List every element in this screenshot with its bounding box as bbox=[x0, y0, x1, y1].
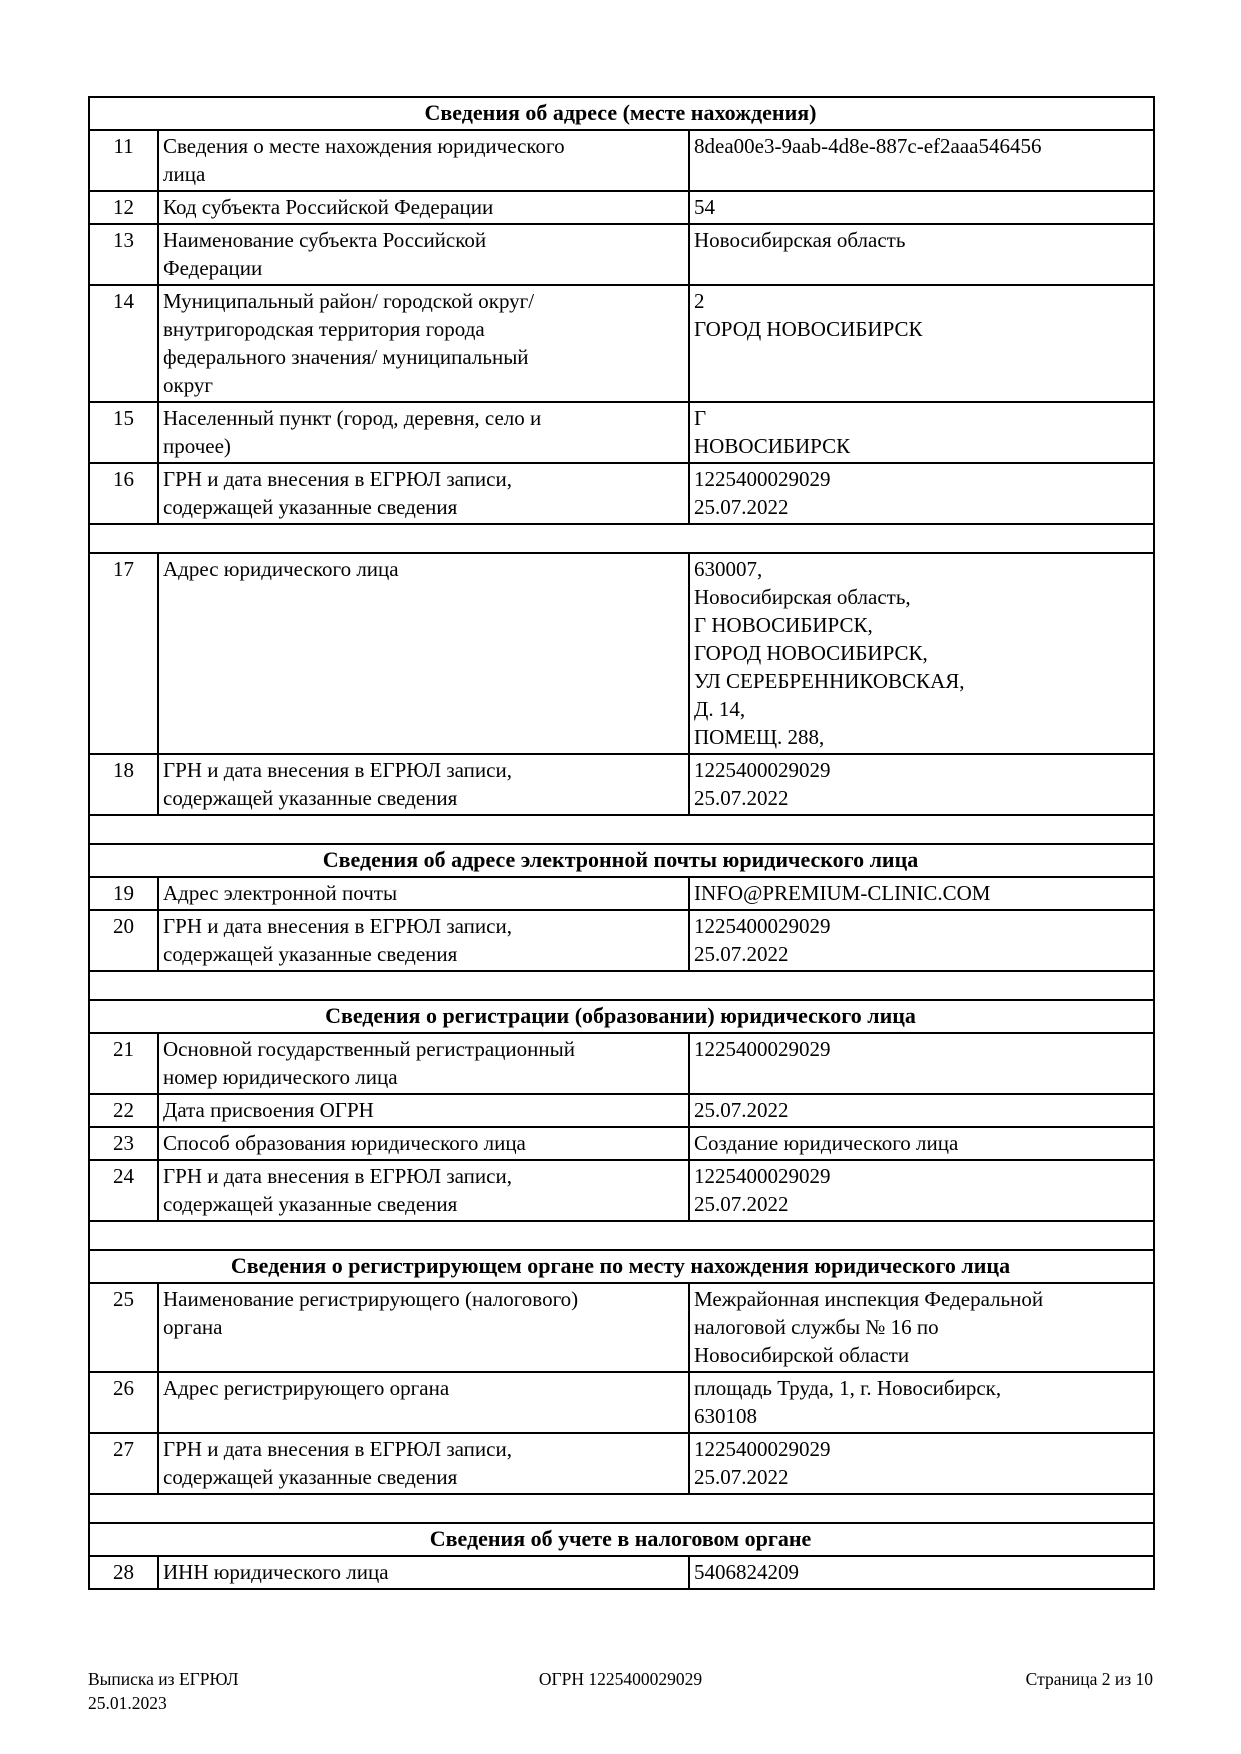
row-value bbox=[689, 1127, 1154, 1160]
table-row bbox=[89, 1283, 1154, 1372]
value-line: 1225400029029 bbox=[694, 1164, 831, 1188]
label-line: Сведения о месте нахождения юридического bbox=[163, 134, 565, 158]
section-header-row bbox=[89, 1250, 1154, 1283]
table-row bbox=[89, 224, 1154, 285]
section-header-row bbox=[89, 1000, 1154, 1033]
label-line: номер юридического лица bbox=[163, 1065, 398, 1089]
value-line: Создание юридического лица bbox=[694, 1131, 959, 1155]
row-label bbox=[158, 1094, 689, 1127]
row-value bbox=[689, 553, 1154, 754]
section-title: Сведения об адресе электронной почты юридического лица bbox=[89, 844, 1154, 877]
value-line: 25.07.2022 bbox=[694, 495, 789, 519]
footer-ogrn: ОГРН 1225400029029 bbox=[538, 1669, 703, 1689]
row-label bbox=[158, 402, 689, 463]
spacer-row bbox=[89, 1221, 1154, 1250]
row-label bbox=[158, 224, 689, 285]
row-value bbox=[689, 910, 1154, 971]
table-row bbox=[89, 1033, 1154, 1094]
spacer-row bbox=[89, 815, 1154, 844]
section-title: Сведения об учете в налоговом органе bbox=[89, 1523, 1154, 1556]
row-value bbox=[689, 754, 1154, 815]
footer-left bbox=[88, 1667, 539, 1715]
footer-doc-type: Выписка из ЕГРЮЛ bbox=[88, 1669, 239, 1689]
label-line: Основной государственный регистрационный bbox=[163, 1037, 575, 1061]
value-line: ПОМЕЩ. 288, bbox=[694, 725, 825, 749]
row-number: 21 bbox=[89, 1033, 158, 1094]
table-row bbox=[89, 130, 1154, 191]
table-row bbox=[89, 910, 1154, 971]
label-line: Способ образования юридического лица bbox=[163, 1131, 526, 1155]
value-line: 25.07.2022 bbox=[694, 942, 789, 966]
label-line: внутригородская территория города bbox=[163, 317, 485, 341]
value-line: Межрайонная инспекция Федеральной bbox=[694, 1287, 1044, 1311]
value-line: УЛ СЕРЕБРЕННИКОВСКАЯ, bbox=[694, 669, 965, 693]
label-line: Наименование субъекта Российской bbox=[163, 228, 487, 252]
row-label bbox=[158, 1283, 689, 1372]
row-label bbox=[158, 1160, 689, 1221]
table-row bbox=[89, 402, 1154, 463]
label-line: органа bbox=[163, 1315, 223, 1339]
value-line: Д. 14, bbox=[694, 697, 746, 721]
label-line: содержащей указанные сведения bbox=[163, 786, 458, 810]
row-label bbox=[158, 553, 689, 754]
row-number: 25 bbox=[89, 1283, 158, 1372]
value-line: 1225400029029 bbox=[694, 1037, 831, 1061]
label-line: федерального значения/ муниципальный bbox=[163, 345, 529, 369]
value-line: Новосибирская область bbox=[694, 228, 906, 252]
section-header-row bbox=[89, 844, 1154, 877]
value-line: ГОРОД НОВОСИБИРСК bbox=[694, 317, 923, 341]
value-line: 630007, bbox=[694, 557, 763, 581]
section-header-row bbox=[89, 97, 1154, 130]
value-line: 1225400029029 bbox=[694, 758, 831, 782]
row-value bbox=[689, 877, 1154, 910]
table-row bbox=[89, 553, 1154, 754]
row-value bbox=[689, 463, 1154, 524]
row-value bbox=[689, 1283, 1154, 1372]
table-row bbox=[89, 1127, 1154, 1160]
row-label bbox=[158, 1556, 689, 1589]
spacer-cell bbox=[89, 815, 1154, 844]
row-number: 19 bbox=[89, 877, 158, 910]
row-value bbox=[689, 1372, 1154, 1433]
row-label bbox=[158, 910, 689, 971]
row-value bbox=[689, 1033, 1154, 1094]
value-line: 25.07.2022 bbox=[694, 1192, 789, 1216]
row-number: 20 bbox=[89, 910, 158, 971]
value-line: Г bbox=[694, 406, 707, 430]
row-label bbox=[158, 1433, 689, 1494]
label-line: содержащей указанные сведения bbox=[163, 495, 458, 519]
row-number: 16 bbox=[89, 463, 158, 524]
label-line: Федерации bbox=[163, 256, 263, 280]
value-line: налоговой службы № 16 по bbox=[694, 1315, 939, 1339]
row-value bbox=[689, 1556, 1154, 1589]
table-row bbox=[89, 754, 1154, 815]
spacer-cell bbox=[89, 1494, 1154, 1523]
value-line: 25.07.2022 bbox=[694, 1098, 789, 1122]
spacer-cell bbox=[89, 1221, 1154, 1250]
value-line: 8dea00e3-9aab-4d8e-887c-ef2aaa546456 bbox=[694, 134, 1042, 158]
row-label bbox=[158, 130, 689, 191]
row-value bbox=[689, 191, 1154, 224]
spacer-cell bbox=[89, 971, 1154, 1000]
value-line: Новосибирская область, bbox=[694, 585, 911, 609]
spacer-cell bbox=[89, 524, 1154, 553]
table-row bbox=[89, 1372, 1154, 1433]
row-label bbox=[158, 1127, 689, 1160]
table-row bbox=[89, 1094, 1154, 1127]
row-label bbox=[158, 754, 689, 815]
label-line: содержащей указанные сведения bbox=[163, 942, 458, 966]
row-number: 17 bbox=[89, 553, 158, 754]
row-value bbox=[689, 1094, 1154, 1127]
row-label bbox=[158, 463, 689, 524]
row-value bbox=[689, 224, 1154, 285]
value-line: 25.07.2022 bbox=[694, 1465, 789, 1489]
label-line: Населенный пункт (город, деревня, село и bbox=[163, 406, 542, 430]
label-line: Наименование регистрирующего (налогового) bbox=[163, 1287, 579, 1311]
table-row bbox=[89, 191, 1154, 224]
value-line: Г НОВОСИБИРСК, bbox=[694, 613, 873, 637]
footer-doc-date: 25.01.2023 bbox=[88, 1693, 167, 1713]
row-value bbox=[689, 402, 1154, 463]
value-line: НОВОСИБИРСК bbox=[694, 434, 851, 458]
label-line: ИНН юридического лица bbox=[163, 1560, 389, 1584]
row-label bbox=[158, 1372, 689, 1433]
table-row bbox=[89, 463, 1154, 524]
row-value bbox=[689, 285, 1154, 402]
row-value bbox=[689, 1160, 1154, 1221]
value-line: 1225400029029 bbox=[694, 467, 831, 491]
label-line: содержащей указанные сведения bbox=[163, 1465, 458, 1489]
label-line: Муниципальный район/ городской округ/ bbox=[163, 289, 535, 313]
label-line: ГРН и дата внесения в ЕГРЮЛ записи, bbox=[163, 758, 512, 782]
footer-page-info: Страница 2 из 10 bbox=[1025, 1669, 1153, 1689]
row-label bbox=[158, 1033, 689, 1094]
row-label bbox=[158, 877, 689, 910]
label-line: лица bbox=[163, 162, 206, 186]
table-row bbox=[89, 1556, 1154, 1589]
row-value bbox=[689, 1433, 1154, 1494]
value-line: площадь Труда, 1, г. Новосибирск, bbox=[694, 1376, 1002, 1400]
table-row bbox=[89, 1160, 1154, 1221]
value-line: 25.07.2022 bbox=[694, 786, 789, 810]
label-line: прочее) bbox=[163, 434, 231, 458]
label-line: Дата присвоения ОГРН bbox=[163, 1098, 374, 1122]
value-line: INFO@PREMIUM-CLINIC.COM bbox=[694, 881, 991, 905]
row-number: 11 bbox=[89, 130, 158, 191]
row-number: 24 bbox=[89, 1160, 158, 1221]
section-title: Сведения об адресе (месте нахождения) bbox=[89, 97, 1154, 130]
label-line: ГРН и дата внесения в ЕГРЮЛ записи, bbox=[163, 914, 512, 938]
egrul-table bbox=[88, 96, 1155, 1590]
label-line: содержащей указанные сведения bbox=[163, 1192, 458, 1216]
row-number: 14 bbox=[89, 285, 158, 402]
value-line: 5406824209 bbox=[694, 1560, 799, 1584]
value-line: 1225400029029 bbox=[694, 1437, 831, 1461]
spacer-row bbox=[89, 524, 1154, 553]
label-line: округ bbox=[163, 373, 214, 397]
label-line: ГРН и дата внесения в ЕГРЮЛ записи, bbox=[163, 1164, 512, 1188]
label-line: Адрес юридического лица bbox=[163, 557, 399, 581]
row-label bbox=[158, 285, 689, 402]
label-line: Код субъекта Российской Федерации bbox=[163, 195, 494, 219]
label-line: ГРН и дата внесения в ЕГРЮЛ записи, bbox=[163, 1437, 512, 1461]
row-number: 22 bbox=[89, 1094, 158, 1127]
row-number: 23 bbox=[89, 1127, 158, 1160]
table-row bbox=[89, 285, 1154, 402]
row-number: 13 bbox=[89, 224, 158, 285]
section-title: Сведения о регистрирующем органе по месту нахождения юридического лица bbox=[89, 1250, 1154, 1283]
page-footer bbox=[88, 1667, 1153, 1715]
table-row bbox=[89, 877, 1154, 910]
label-line: ГРН и дата внесения в ЕГРЮЛ записи, bbox=[163, 467, 512, 491]
row-number: 26 bbox=[89, 1372, 158, 1433]
row-number: 15 bbox=[89, 402, 158, 463]
section-title: Сведения о регистрации (образовании) юридического лица bbox=[89, 1000, 1154, 1033]
value-line: ГОРОД НОВОСИБИРСК, bbox=[694, 641, 928, 665]
row-number: 28 bbox=[89, 1556, 158, 1589]
spacer-row bbox=[89, 971, 1154, 1000]
table-row bbox=[89, 1433, 1154, 1494]
row-number: 27 bbox=[89, 1433, 158, 1494]
row-number: 18 bbox=[89, 754, 158, 815]
row-label bbox=[158, 191, 689, 224]
value-line: 54 bbox=[694, 195, 715, 219]
row-value bbox=[689, 130, 1154, 191]
label-line: Адрес электронной почты bbox=[163, 881, 398, 905]
value-line: 1225400029029 bbox=[694, 914, 831, 938]
value-line: 630108 bbox=[694, 1404, 757, 1428]
value-line: Новосибирской области bbox=[694, 1343, 910, 1367]
section-header-row bbox=[89, 1523, 1154, 1556]
value-line: 2 bbox=[694, 289, 705, 313]
row-number: 12 bbox=[89, 191, 158, 224]
table-body bbox=[89, 97, 1154, 1589]
label-line: Адрес регистрирующего органа bbox=[163, 1376, 450, 1400]
spacer-row bbox=[89, 1494, 1154, 1523]
